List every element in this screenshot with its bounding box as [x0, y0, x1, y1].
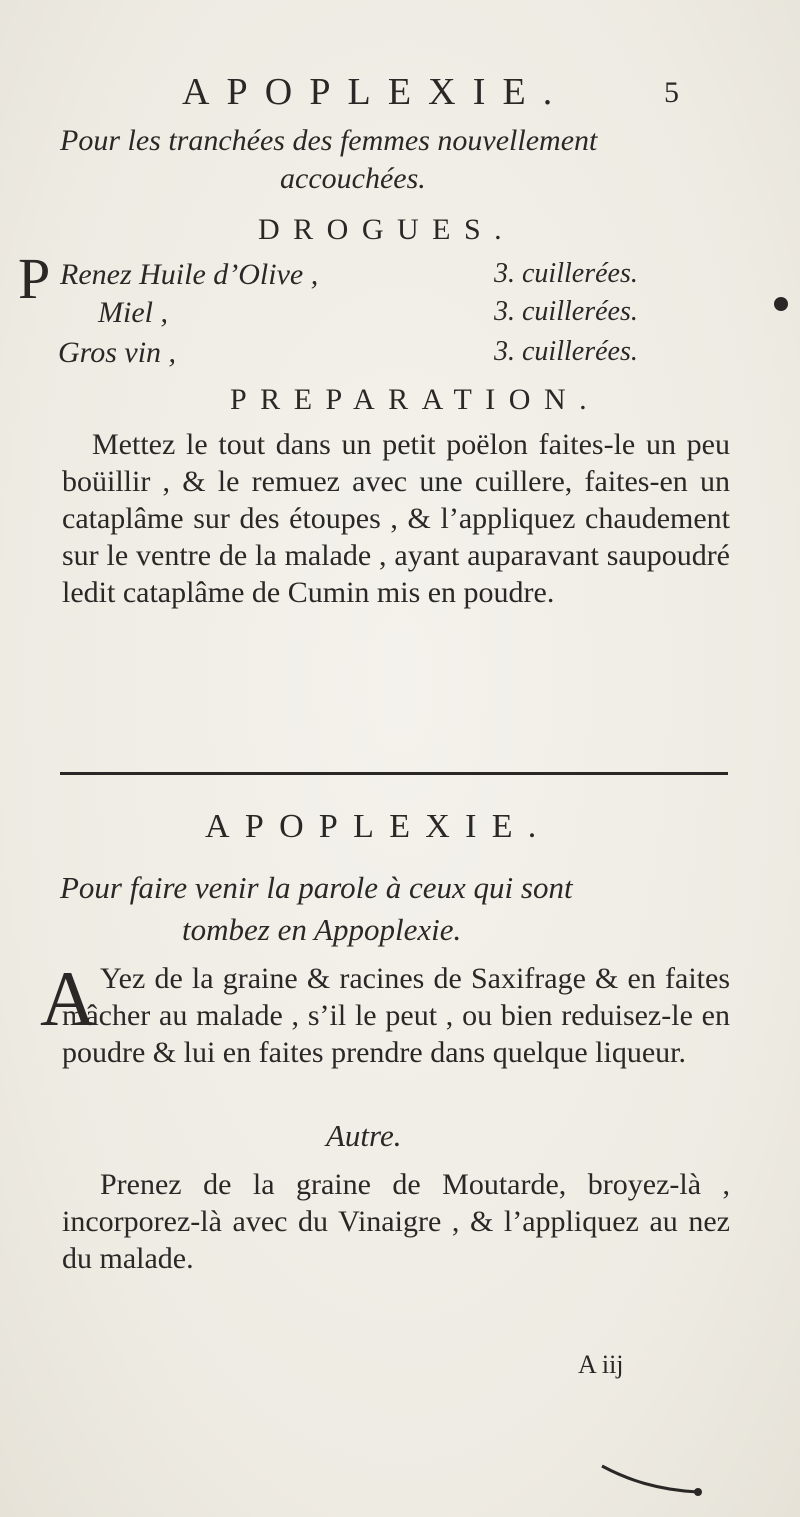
- section2-heading: APOPLEXIE.: [205, 808, 552, 845]
- section2-title: Pour faire venir la parole à ceux qui sont: [60, 870, 573, 905]
- alternative-paragraph-block: [62, 1166, 730, 1277]
- signature-mark: A iij: [578, 1350, 624, 1379]
- remedy-paragraph-block: [62, 960, 730, 1071]
- page-number: 5: [664, 76, 679, 109]
- drug-name: Miel ,: [98, 296, 168, 329]
- margin-dot-icon: [774, 297, 788, 311]
- alternative-paragraph: Prenez de la graine de Moutarde, broyez-là , incorporez-là avec du Vinaigre , & l’appliquez au nez du malade.: [62, 1168, 730, 1275]
- remedy-paragraph: Yez de la graine & racines de Saxifrage & en faites mâcher au malade , s’il le peut , ou bien reduisez-le en poudre & lui en faites prendre dans quelque liqueur.: [62, 962, 730, 1069]
- preparation-text-block: [62, 426, 730, 611]
- preparation-heading: PREPARATION.: [230, 383, 601, 416]
- drug-name: Renez Huile d’Olive ,: [60, 258, 319, 291]
- alternative-heading: Autre.: [326, 1118, 402, 1153]
- dropcap-letter: A: [40, 955, 97, 1042]
- drug-quantity: 3. cuillerées.: [494, 258, 638, 289]
- section-title-line2: accouchées.: [280, 162, 426, 195]
- section2-title-line2: tombez en Appoplexie.: [182, 912, 462, 947]
- section-divider: [60, 772, 728, 775]
- preparation-paragraph: Mettez le tout dans un petit poëlon faites-le un peu boüillir , & le remuez avec une cuillere, faites-en un cataplâme sur des étoupes , & l’appliquez chaudement sur le ventre de la malade , ayant auparavant saupoudré ledit cataplâme de Cumin mis en poudre.: [62, 428, 730, 609]
- ink-smudge-icon: [598, 1460, 708, 1500]
- running-title: APOPLEXIE.: [182, 71, 570, 113]
- drug-quantity: 3. cuillerées.: [494, 336, 638, 367]
- drug-quantity: 3. cuillerées.: [494, 296, 638, 327]
- section-title: Pour les tranchées des femmes nouvellement: [60, 124, 598, 157]
- drug-name: Gros vin ,: [58, 336, 177, 369]
- drug-dropcap: P: [18, 246, 51, 311]
- drugs-heading: DROGUES.: [258, 213, 516, 246]
